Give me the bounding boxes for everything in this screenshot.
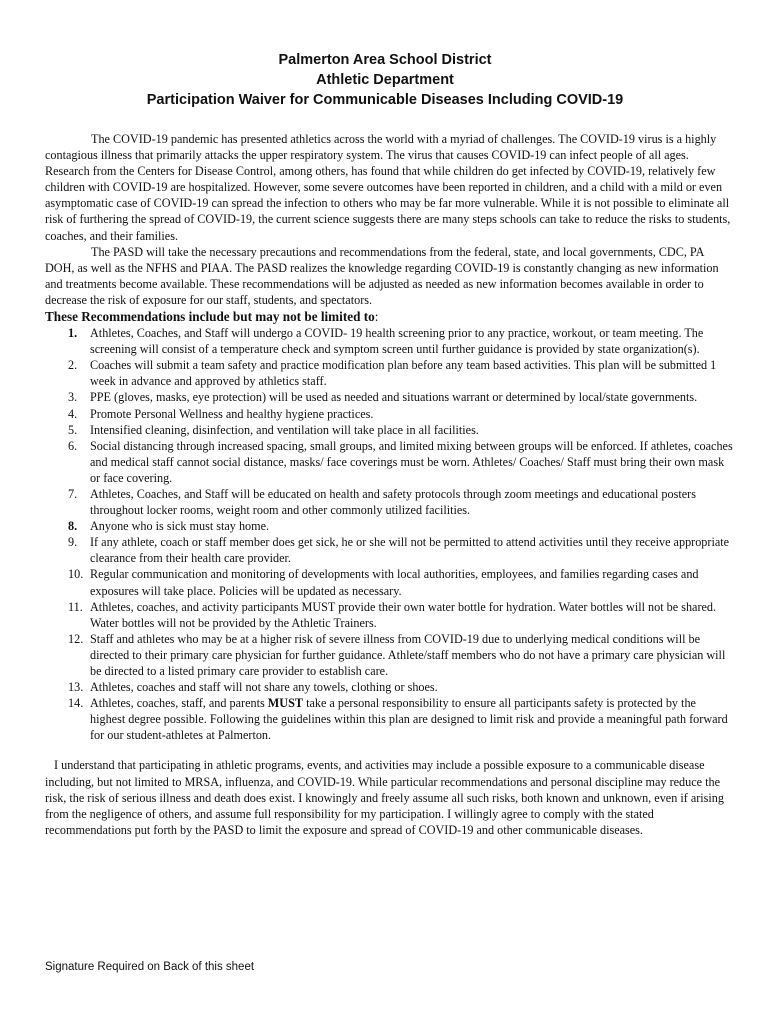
item-text: Athletes, coaches, and activity participants MUST provide their own water bottle for hydration. Water bottles will not be shared. Water bottles will not be provided by the Athletic Trainers. — [90, 599, 717, 630]
item-number: 8. — [68, 519, 78, 534]
item-text: Coaches will submit a team safety and practice modification plan before any team based activities. This plan will be submitted 1 week in advance and approved by athletics staff. — [90, 358, 717, 389]
item-text: Athletes, Coaches, and Staff will undergo a COVID- 19 health screening prior to any practice, workout, or team meeting. The screening will consist of a temperature check and symptom screen until further guidance is provided by state organization(s). — [90, 326, 704, 357]
recommendation-item — [45, 422, 733, 438]
item-number: 14. — [68, 696, 84, 711]
recommendations-heading-colon: : — [374, 309, 379, 325]
item-number: 1. — [68, 326, 78, 341]
item-number: 13. — [68, 680, 84, 695]
item-number: 9. — [68, 535, 78, 550]
item-number: 4. — [68, 406, 78, 421]
recommendation-item — [45, 534, 733, 566]
item-number: 7. — [68, 486, 78, 501]
recommendation-item — [45, 389, 733, 405]
recommendation-item — [45, 566, 733, 598]
document-title: Participation Waiver for Communicable Diseases Including COVID-19 — [146, 92, 624, 108]
item-text: Staff and athletes who may be at a higher risk of severe illness from COVID-19 due to underlying medical conditions will be directed to their primary care physician for further guidance. Athlete/staff members who do not have a primary care physician will be directed to a listed primary care provider to establish care. — [90, 631, 726, 678]
item-text: Promote Personal Wellness and healthy hygiene practices. — [90, 406, 374, 421]
item-text: Athletes, Coaches, and Staff will be educated on health and safety protocols through zoom meetings and educational posters throughout locker rooms, weight room and other commonly utilized facilities. — [90, 486, 696, 518]
item-text: Intensified cleaning, disinfection, and ventilation will take place in all facilities. — [90, 422, 479, 437]
recommendation-item — [45, 325, 733, 357]
recommendation-item — [45, 679, 733, 695]
recommendation-item — [45, 599, 733, 631]
recommendation-item — [45, 486, 733, 518]
item-number: 11. — [68, 599, 83, 614]
intro-paragraph-1: The COVID-19 pandemic has presented athletics across the world with a myriad of challenges. The COVID-19 virus is a highly contagious illness that primarily attacks the upper respiratory system. The virus that causes COVID-19 can infect people of all ages. Research from the Centers for Disease Control, among others, has found that while children do get infected by COVID-19, relatively few children with COVID-19 are hospitalized. However, some severe outcomes have been reported in children, and a child with a mild or even asymptomatic case of COVID-19 can spread the infection to others who may be far more vulnerable. While it is not possible to eliminate all risk of furthering the spread of COVID-19, the current science suggests there are many steps schools can take to reduce the risks to students, coaches, and their families. — [45, 132, 731, 243]
item-number: 10. — [68, 567, 84, 582]
department-name: Athletic Department — [316, 72, 454, 88]
item-text-after: take a personal responsibility to ensure all participants safety is protected by the highest degree possible. Following the guidelines within this plan are designed to limit risk and provide a meaningful path forward for our student-athletes at Palmerton. — [90, 696, 728, 743]
recommendation-item — [45, 631, 733, 679]
item-number: 6. — [68, 438, 78, 453]
signature-note: Signature Required on Back of this sheet — [45, 961, 255, 973]
item-number: 5. — [68, 422, 78, 437]
item-text: Regular communication and monitoring of developments with local authorities, employees, and families regarding cases and exposures will take place. Policies will be updated as necessary. — [90, 567, 699, 598]
item-number: 2. — [68, 358, 78, 373]
intro-paragraph-2: The PASD will take the necessary precautions and recommendations from the federal, state, and local governments, CDC, PA DOH, as well as the NFHS and PIAA. The PASD realizes the knowledge regarding COVID-19 is constantly changing as new information and treatments become available. These recommendations will be adjusted as needed as new information becomes available in order to decrease the risk of exposure for our staff, students, and spectators. — [45, 244, 719, 307]
district-name: Palmerton Area School District — [278, 52, 492, 68]
item-text: If any athlete, coach or staff member does get sick, he or she will not be permitted to attend activities until they receive appropriate clearance from their health care provider. — [90, 535, 730, 566]
recommendations-heading — [45, 308, 733, 325]
recommendation-item — [45, 357, 733, 389]
item-text: PPE (gloves, masks, eye protection) will be used as needed and situations warrant or determined by local/state governments. — [90, 390, 698, 405]
acknowledgement-paragraph: I understand that participating in athletic programs, events, and activities may include a possible exposure to a communicable disease including, but not limited to MRSA, influenza, and COVID-19. While particular recommendations and personal discipline may reduce the risk, the risk of serious illness and death does exist. I knowingly and freely assume all such risks, both known and unknown, even if arising from the negligence of others, and assume full responsibility for my participation. I willingly agree to comply with the stated recommendations put forth by the PASD to limit the exposure and spread of COVID-19 and other communicable diseases. — [45, 758, 724, 837]
recommendation-item — [45, 406, 733, 422]
document-header — [0, 50, 770, 110]
item-number: 3. — [68, 390, 78, 405]
recommendation-item — [45, 518, 733, 534]
item-text: Athletes, coaches and staff will not share any towels, clothing or shoes. — [90, 680, 438, 695]
item-number: 12. — [68, 631, 84, 646]
item-text: Anyone who is sick must stay home. — [90, 519, 270, 534]
recommendations-list — [45, 325, 733, 743]
item-text: Social distancing through increased spacing, small groups, and limited mixing between groups will be enforced. If athletes, coaches and medical staff cannot social distance, masks/ face coverings must be worn. Athletes/ Coaches/ Staff must bring their own mask or face covering. — [90, 438, 733, 485]
recommendation-item — [45, 438, 733, 486]
recommendations-heading-text: These Recommendations include but may not be limited to — [45, 309, 375, 325]
document-body — [45, 131, 733, 838]
item-text-bold: MUST — [267, 696, 304, 711]
item-text-before: Athletes, coaches, staff, and parents — [90, 696, 268, 711]
recommendation-item — [45, 695, 733, 743]
